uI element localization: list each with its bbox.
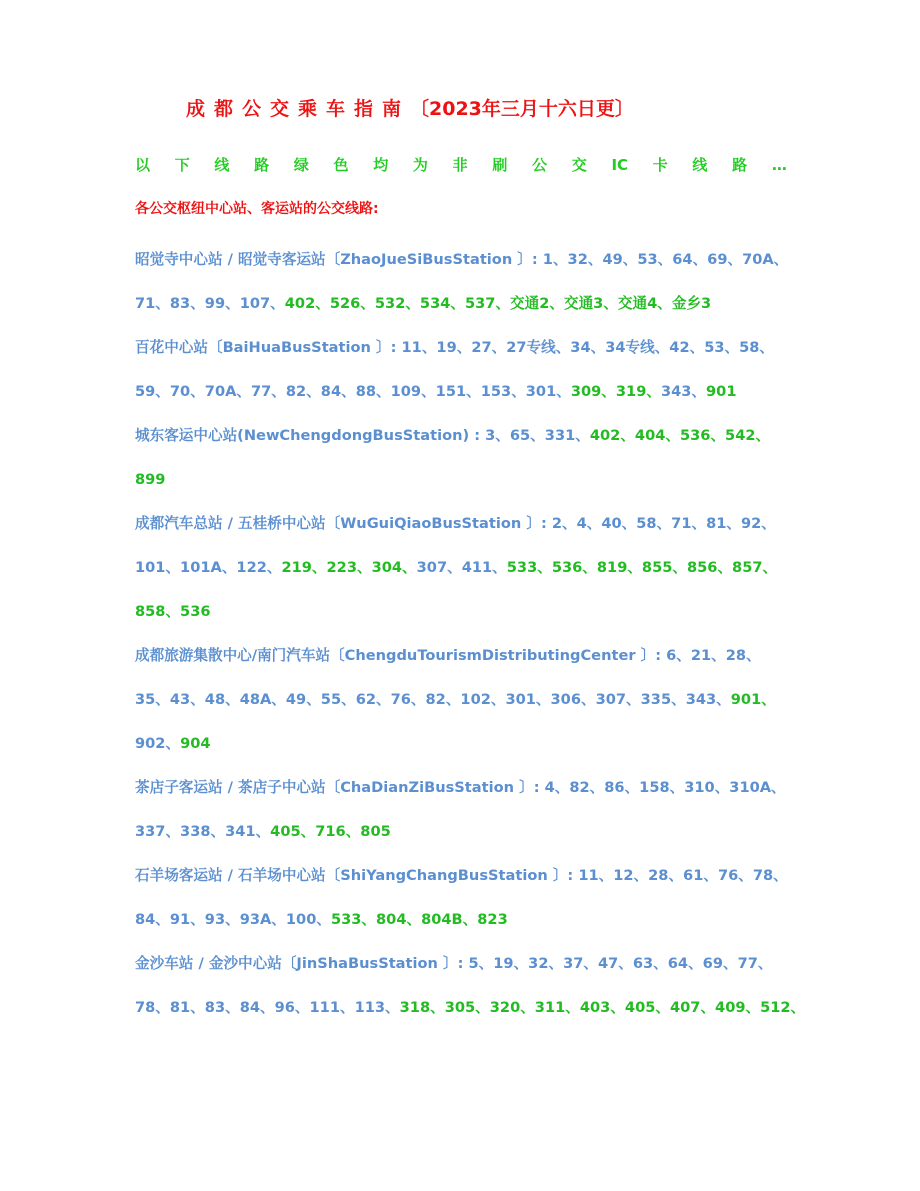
non-ic-note-char: 路 [732, 156, 748, 174]
non-ic-note-char: 以 [135, 156, 151, 174]
route-text: 城东客运中心站(NewChengdongBusStation) : 3、65、331、 [135, 427, 590, 444]
route-line [135, 590, 791, 634]
route-line [135, 810, 791, 854]
non-ic-note-char: 线 [692, 156, 708, 174]
non-ic-note-char: 刷 [492, 156, 508, 174]
route-text: 307、411、 [416, 559, 507, 576]
route-text: 59、70、70A、77、82、84、88、109、151、153、301、 [135, 383, 571, 400]
non-ic-note-char: … [771, 156, 787, 174]
route-text: 35、43、48、48A、49、55、62、76、82、102、301、306、307、335、343、 [135, 691, 731, 708]
route-text: 337、338、341、 [135, 823, 271, 840]
non-ic-note-char: 色 [333, 156, 349, 174]
non-ic-note-char: 均 [373, 156, 389, 174]
non-ic-route-text: 405、716、805 [270, 823, 391, 840]
non-ic-note-char: IC [611, 156, 629, 174]
route-text: 84、91、93、93A、100、 [135, 911, 331, 928]
non-ic-route-text: 904 [180, 735, 211, 752]
non-ic-route-text: 402、526、532、534、537、交通2、交通3、交通4、金乡3 [284, 295, 712, 312]
route-text: 金沙车站 / 金沙中心站〔JinShaBusStation 〕: 5、19、32、37、47、63、64、69、77、 [135, 955, 773, 972]
title-date: 〔2023年三月十六日更〕 [410, 98, 634, 120]
route-line [135, 326, 791, 370]
non-ic-route-text: 858、536 [135, 603, 211, 620]
route-line [135, 722, 791, 766]
non-ic-note-char: 公 [532, 156, 548, 174]
route-line [135, 854, 791, 898]
non-ic-note-char: 路 [254, 156, 270, 174]
route-line [135, 502, 791, 546]
non-ic-note-char: 线 [214, 156, 230, 174]
route-line [135, 282, 791, 326]
route-line [135, 370, 791, 414]
route-line [135, 414, 791, 458]
route-line [135, 942, 791, 986]
route-line [135, 546, 791, 590]
route-text: 昭觉寺中心站 / 昭觉寺客运站〔ZhaoJueSiBusStation 〕: 1、32、49、53、64、69、70A、 [135, 251, 789, 268]
non-ic-route-text: 901、 [730, 691, 776, 708]
route-text: 百花中心站〔BaiHuaBusStation 〕: 11、19、27、27专线、34、34专线、42、53、58、 [135, 339, 775, 356]
non-ic-note-char: 交 [571, 156, 587, 174]
route-text: 成都汽车总站 / 五桂桥中心站〔WuGuiQiaoBusStation 〕: 2、4、40、58、71、81、92、 [135, 515, 776, 532]
non-ic-note-char: 非 [452, 156, 468, 174]
route-line [135, 238, 791, 282]
non-ic-note-char: 绿 [293, 156, 309, 174]
non-ic-route-text: 402、404、536、542、 [589, 427, 771, 444]
section-heading: 各公交枢纽中心站、客运站的公交线路: [135, 201, 379, 217]
title-main: 成都公交乘车指南 [186, 98, 411, 120]
non-ic-route-text: 318、305、320、311、403、405、407、409、512、 [399, 999, 806, 1016]
route-line [135, 458, 791, 502]
route-line [135, 766, 791, 810]
page-title [186, 94, 746, 124]
route-text: 902、 [135, 735, 181, 752]
non-ic-route-text: 899 [135, 471, 166, 488]
route-text: 343、 [660, 383, 707, 400]
route-text: 成都旅游集散中心/南门汽车站〔ChengduTourismDistributingCenter 〕: 6、21、28、 [135, 647, 761, 664]
non-ic-route-text: 309、319、 [570, 383, 661, 400]
route-line [135, 986, 806, 1030]
non-ic-route-text: 901 [706, 383, 737, 400]
non-ic-note-char: 为 [412, 156, 428, 174]
route-line [135, 678, 791, 722]
route-line [135, 634, 791, 678]
non-ic-note-char: 下 [174, 156, 190, 174]
route-text: 78、81、83、84、96、111、113、 [135, 999, 400, 1016]
route-text: 71、83、99、107、 [135, 295, 285, 312]
non-ic-note-char: 卡 [652, 156, 668, 174]
route-text: 101、101A、122、 [135, 559, 282, 576]
non-ic-route-text: 533、804、804B、823 [330, 911, 508, 928]
route-list [135, 238, 806, 1030]
route-text: 茶店子客运站 / 茶店子中心站〔ChaDianZiBusStation 〕: 4、82、86、158、310、310A、 [135, 779, 786, 796]
route-text: 石羊场客运站 / 石羊场中心站〔ShiYangChangBusStation 〕: 11、12、28、61、76、78、 [135, 867, 788, 884]
non-ic-route-text: 219、223、304、 [281, 559, 417, 576]
non-ic-note [135, 153, 787, 177]
non-ic-route-text: 533、536、819、855、856、857、 [506, 559, 778, 576]
route-line [135, 898, 791, 942]
